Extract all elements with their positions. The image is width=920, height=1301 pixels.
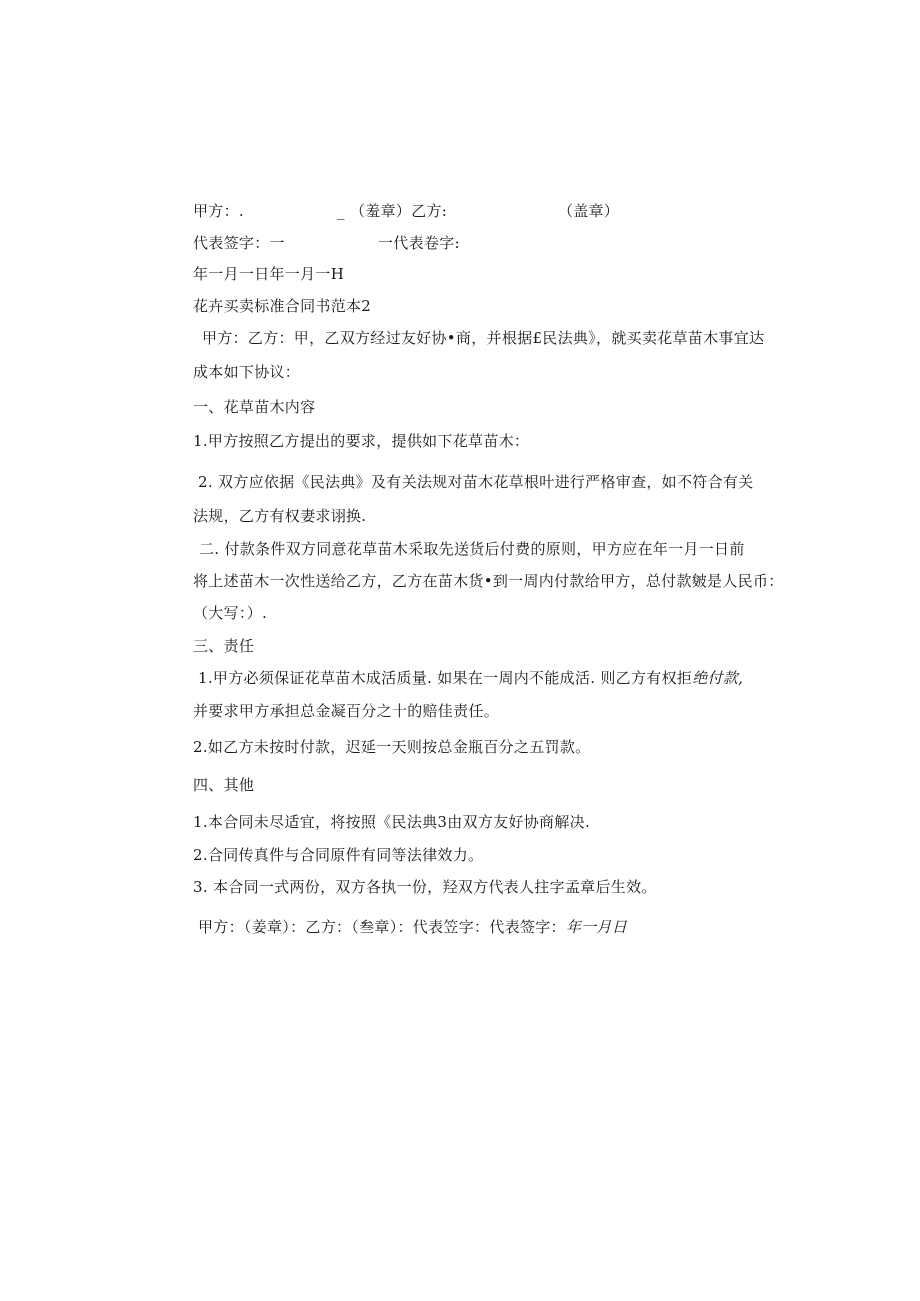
section-1-item-1: 1.甲方按照乙方提出的要求，提供如下花草苗木： xyxy=(193,432,530,450)
rep-sign-a: 代表签字：一 xyxy=(193,234,285,252)
intro-paragraph-line-2: 成本如下协议： xyxy=(193,363,301,381)
section-1-item-2-line-2: 法规，乙方有权妻求诩换. xyxy=(193,507,367,525)
section-3-item-1-line-1 xyxy=(198,668,743,688)
intro-paragraph-line-1: 甲方：乙方：甲，乙双方经过友好协•商，并根据£民法典》，就买卖花草苗木事宜达 xyxy=(202,329,765,347)
seal-b-label: （盖章） xyxy=(558,202,620,220)
section-4-item-2: 2.合同传真件与合同原件有同等法律效力。 xyxy=(193,846,484,864)
section-1-heading: 一、花草苗木内容 xyxy=(193,398,316,416)
section-4-item-1: 1.本合同未尽适宜，将按照《民法典3由双方友好协商解决. xyxy=(193,813,591,831)
section-3-item-1-text: 1.甲方必须保证花草苗木成活质量. 如果在一周内不能成活. 则乙方有权拒 xyxy=(198,669,693,687)
section-3-item-1-line-2: 并要求甲方承担总金凝百分之十的赔佳责任。 xyxy=(193,702,500,720)
party-a-label: 甲方：. xyxy=(193,202,244,220)
date-line: 年一月一日年一月一H xyxy=(193,265,345,283)
seal-a-party-b-label: （羞章）乙方: xyxy=(350,202,448,220)
section-3-heading: 三、责任 xyxy=(193,637,255,655)
section-1-item-2-line-1: 2. 双方应依据《民法典》及有关法规对苗木花草根叶进行严格审查，如不符合有关 xyxy=(198,473,754,491)
footer-date-text: 年一月日 xyxy=(565,918,628,936)
signature-underscore: _ xyxy=(337,202,345,220)
section-2-line-1: 二. 付款条件双方同意花草苗木采取先送货后付费的原则，甲方应在年一月一日前 xyxy=(199,540,745,558)
rep-sign-b: 一代表卷字: xyxy=(378,234,460,252)
footer-signature-line xyxy=(198,917,627,937)
document-title: 花卉买卖标准合同书范本2 xyxy=(193,297,372,315)
section-4-item-3: 3. 本合同一式两份，双方各执一份，羟双方代表人拄字孟章后生效。 xyxy=(193,878,657,896)
section-4-heading: 四、其他 xyxy=(193,776,255,794)
section-2-line-3: （大写：）. xyxy=(193,604,268,622)
footer-signature-text: 甲方：（姜章）：乙方：（叁章）：代表笠字：代表签字： xyxy=(198,918,566,936)
section-2-line-2: 将上述苗木一次性送给乙方，乙方在苗木货•到一周内付款给甲方，总付款皴是人民币： xyxy=(193,572,784,590)
section-3-item-1-italic-text: 绝付款, xyxy=(692,669,744,687)
section-3-item-2: 2.如乙方未按时付款，迟延一天则按总金瓶百分之五罚款。 xyxy=(193,738,591,756)
